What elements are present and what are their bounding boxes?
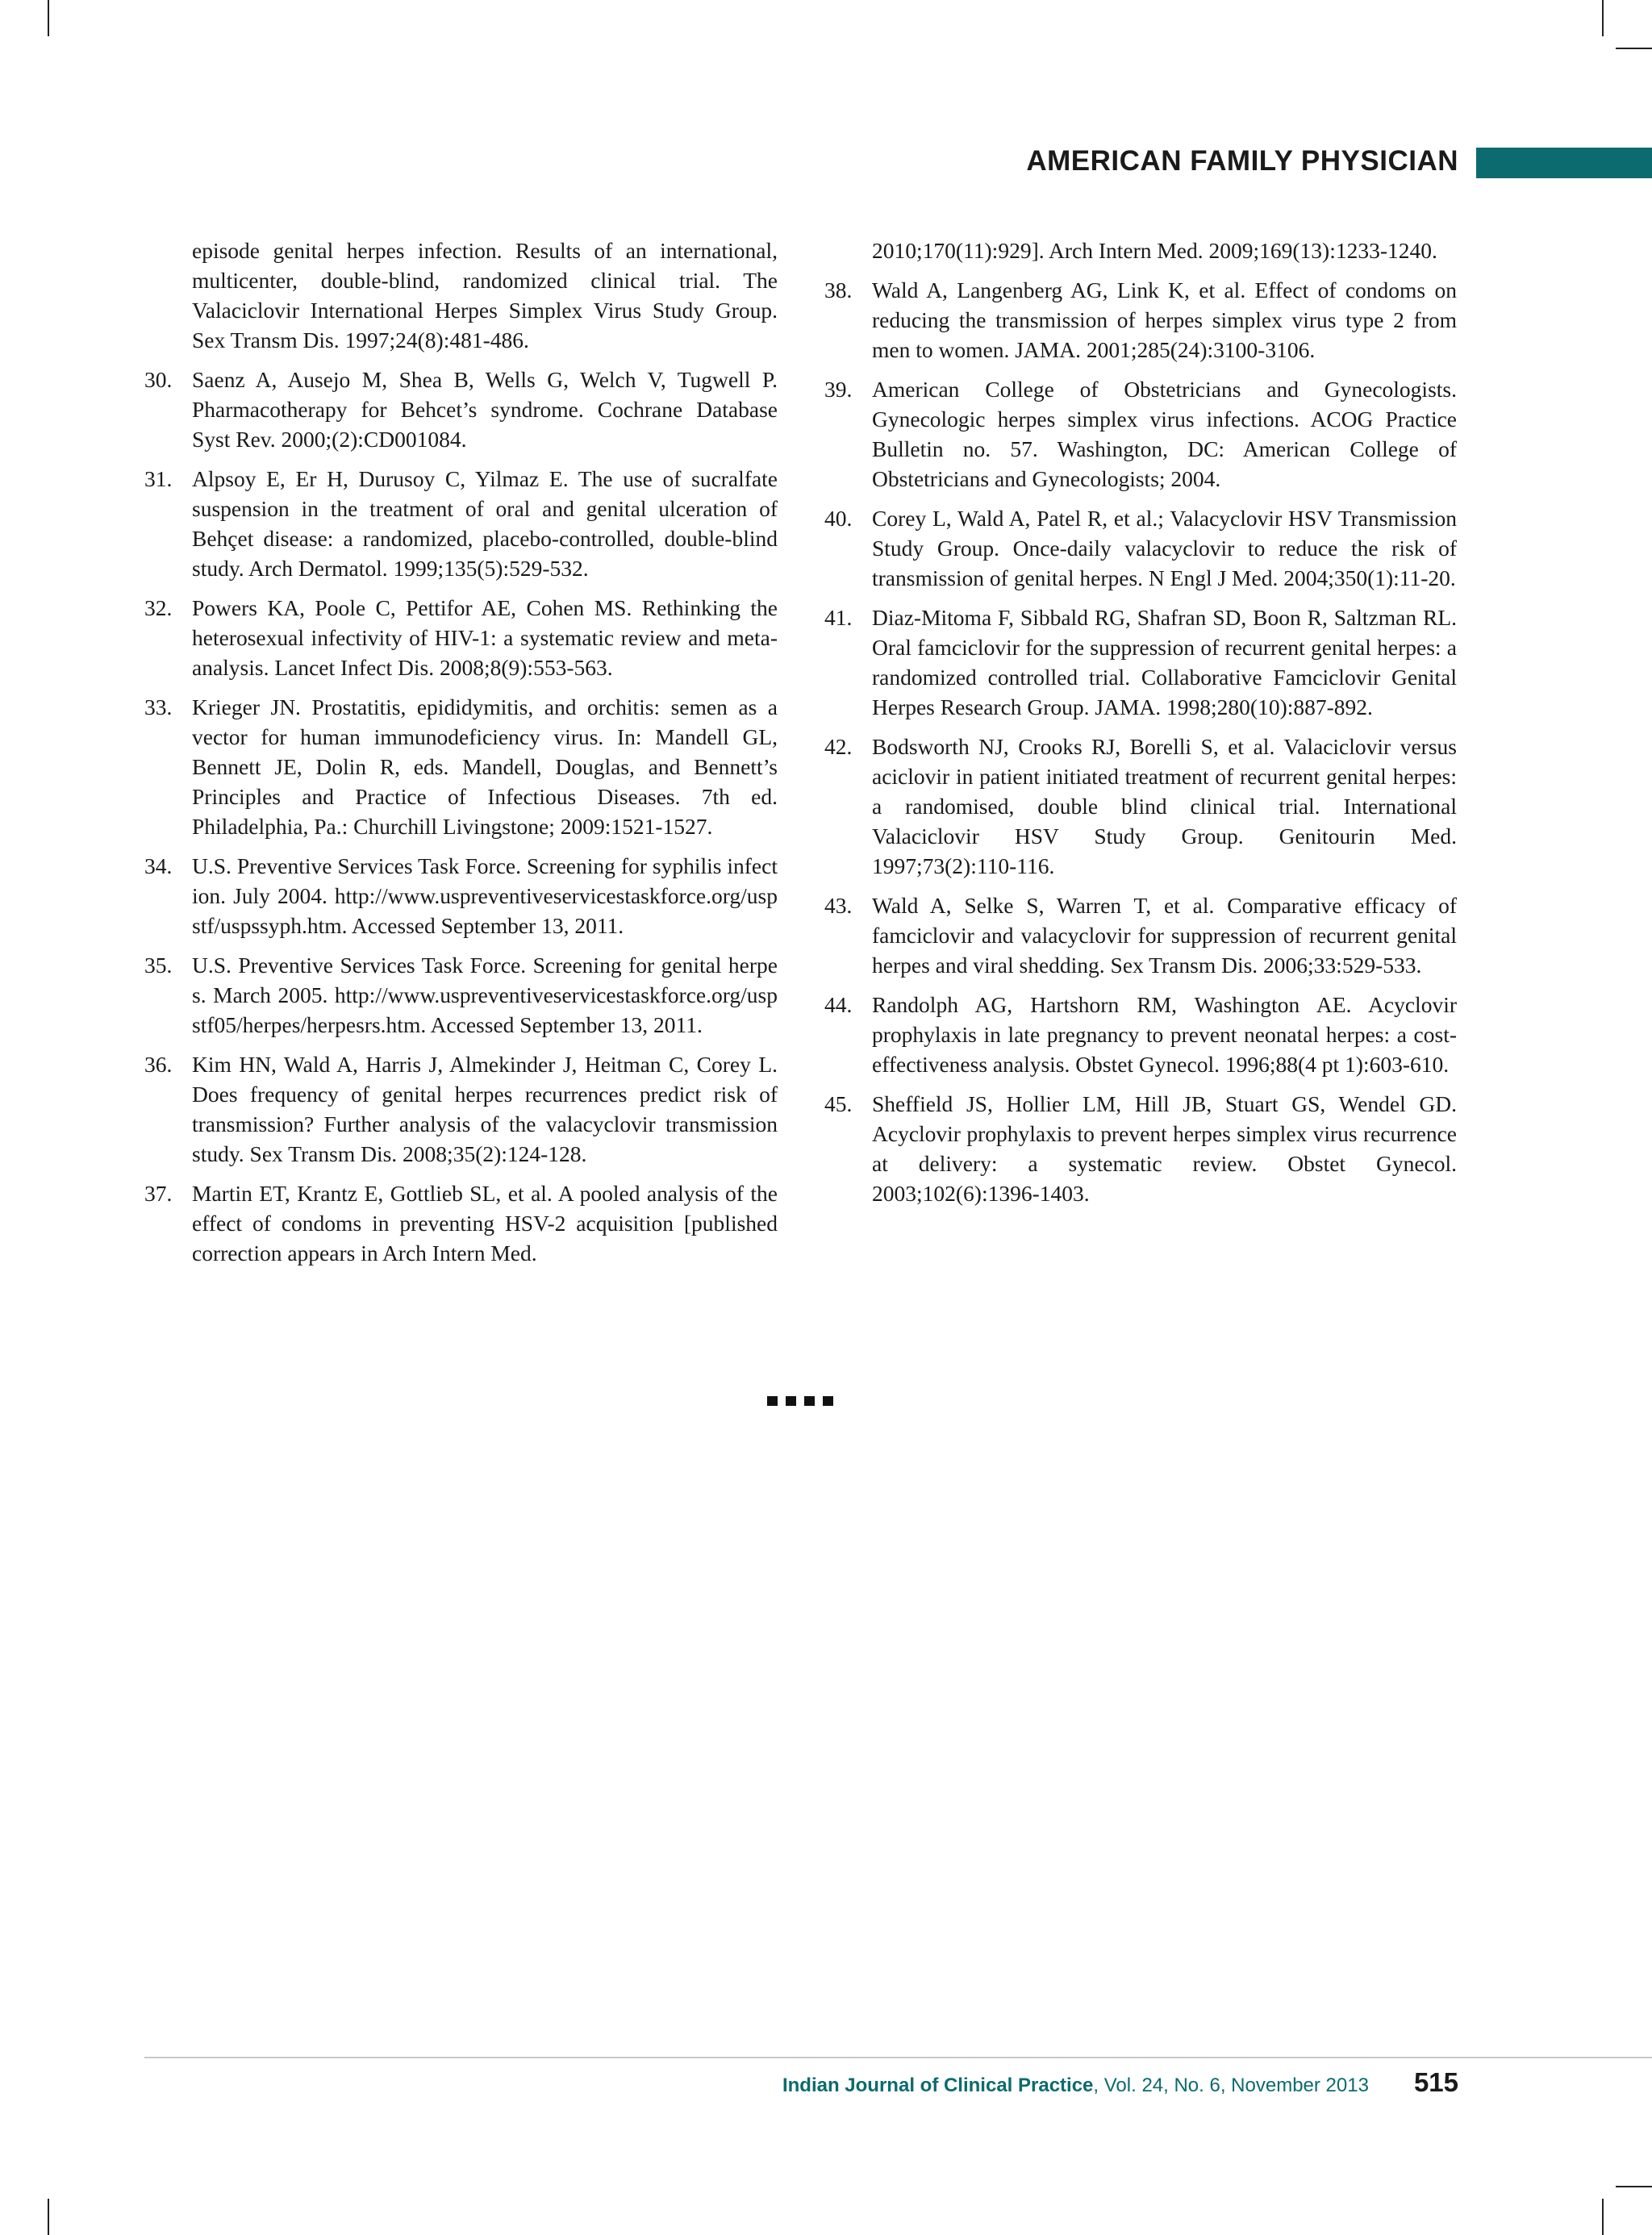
reference-text: Powers KA, Poole C, Pettifor AE, Cohen MS. Rethinking the heterosexual infectivity of HIV-1: a systematic review and meta-analysis. Lancet Infect Dis. 2008;8(9):553-563. xyxy=(192,595,778,680)
right-column xyxy=(824,236,1457,1218)
reference-text: Wald A, Selke S, Warren T, et al. Comparative efficacy of famciclovir and valacyclovir for suppression of recurrent genital herpes and viral shedding. Sex Transm Dis. 2006;33:529-533. xyxy=(872,893,1457,978)
reference-text: Krieger JN. Prostatitis, epididymitis, and orchitis: semen as a vector for human immunodeficiency virus. In: Mandell GL, Bennett JE, Dolin R, eds. Mandell, Douglas, and Bennett’s Principles and Practice of Infectious Diseases. 7th ed. Philadelphia, Pa.: Churchill Livingstone; 2009:1521-1527. xyxy=(192,694,778,839)
reference-number: 31. xyxy=(144,466,173,491)
footer-rule xyxy=(144,2057,1652,2058)
crop-mark-top-left xyxy=(48,0,49,36)
reference-number: 36. xyxy=(144,1052,173,1077)
reference-text: American College of Obstetricians and Gynecologists. Gynecologic herpes simplex virus infections. ACOG Practice Bulletin no. 57. Washington, DC: American College of Obstetricians and Gynecologists; 2004. xyxy=(872,377,1457,491)
reference-text: episode genital herpes infection. Results of an international, multicenter, double-blind, randomized clinical trial. The Valaciclovir International Herpes Simplex Virus Study Group. Sex Transm Dis. 1997;24(8):481-486. xyxy=(192,238,778,352)
reference-item xyxy=(824,990,1457,1079)
reference-item xyxy=(144,950,778,1040)
reference-text: Randolph AG, Hartshorn RM, Washington AE. Acyclovir prophylaxis in late pregnancy to prevent neonatal herpes: a cost-effectiveness analysis. Obstet Gynecol. 1996;88(4 pt 1):603-610. xyxy=(872,992,1457,1077)
reference-item xyxy=(144,1049,778,1169)
reference-number: 40. xyxy=(824,506,853,531)
reference-item xyxy=(824,275,1457,365)
crop-mark-bottom-left xyxy=(48,2199,49,2235)
reference-text: U.S. Preventive Services Task Force. Screening for genital herpes. March 2005. http://www.uspreventiveservicestaskforce.org/uspstf05/herpes/herpesrs.htm. Accessed September 13, 2011. xyxy=(192,953,778,1037)
end-mark-square xyxy=(823,1396,833,1406)
end-mark-square xyxy=(767,1396,778,1406)
reference-number: 37. xyxy=(144,1181,173,1206)
crop-mark-top-right-h xyxy=(1616,48,1652,49)
reference-text: Corey L, Wald A, Patel R, et al.; Valacyclovir HSV Transmission Study Group. Once-daily valacyclovir to reduce the risk of transmission of genital herpes. N Engl J Med. 2004;350(1):11-20. xyxy=(872,506,1457,590)
reference-number: 35. xyxy=(144,953,173,978)
reference-item xyxy=(144,851,778,940)
reference-number: 41. xyxy=(824,605,853,630)
crop-mark-top-right xyxy=(1602,0,1604,36)
reference-item xyxy=(144,692,778,841)
reference-number: 32. xyxy=(144,595,173,620)
reference-item xyxy=(824,732,1457,881)
end-mark-square xyxy=(804,1396,815,1406)
reference-item xyxy=(144,365,778,454)
reference-continuation xyxy=(824,236,1457,265)
reference-number: 34. xyxy=(144,853,173,878)
reference-text: U.S. Preventive Services Task Force. Screening for syphilis infection. July 2004. http://www.uspreventiveservicestaskforce.org/uspstf/uspssyph.htm. Accessed September 13, 2011. xyxy=(192,853,778,938)
crop-mark-bottom-right xyxy=(1602,2199,1604,2235)
footer-journal-name: Indian Journal of Clinical Practice xyxy=(782,2074,1094,2096)
reference-text: Wald A, Langenberg AG, Link K, et al. Effect of condoms on reducing the transmission of herpes simplex virus type 2 from men to women. JAMA. 2001;285(24):3100-3106. xyxy=(872,277,1457,362)
reference-number: 39. xyxy=(824,377,853,402)
reference-number: 42. xyxy=(824,734,853,759)
reference-item xyxy=(824,1089,1457,1208)
reference-item xyxy=(144,593,778,682)
page-footer xyxy=(782,2067,1458,2098)
reference-continuation xyxy=(144,236,778,355)
reference-number: 44. xyxy=(824,992,853,1017)
page-number: 515 xyxy=(1413,2067,1458,2097)
reference-number: 30. xyxy=(144,367,173,392)
reference-text: Sheffield JS, Hollier LM, Hill JB, Stuart GS, Wendel GD. Acyclovir prophylaxis to prevent herpes simplex virus recurrence at delivery: a systematic review. Obstet Gynecol. 2003;102(6):1396-1403. xyxy=(872,1091,1457,1206)
reference-number: 33. xyxy=(144,694,173,719)
reference-text: Kim HN, Wald A, Harris J, Almekinder J, Heitman C, Corey L. Does frequency of genital herpes recurrences predict risk of transmission? Further analysis of the valacyclovir transmission study. Sex Transm Dis. 2008;35(2):124-128. xyxy=(192,1052,778,1166)
end-of-article-marks xyxy=(767,1396,833,1406)
header-accent-bar xyxy=(1476,148,1652,178)
reference-item xyxy=(824,374,1457,494)
reference-text: Saenz A, Ausejo M, Shea B, Wells G, Welch V, Tugwell P. Pharmacotherapy for Behcet’s syndrome. Cochrane Database Syst Rev. 2000;(2):CD001084. xyxy=(192,367,778,452)
reference-item xyxy=(824,890,1457,980)
reference-item xyxy=(824,503,1457,593)
reference-item xyxy=(824,603,1457,722)
reference-number: 38. xyxy=(824,277,853,302)
reference-number: 45. xyxy=(824,1091,853,1116)
footer-issue-info: , Vol. 24, No. 6, November 2013 xyxy=(1093,2074,1369,2096)
reference-text: Diaz-Mitoma F, Sibbald RG, Shafran SD, Boon R, Saltzman RL. Oral famciclovir for the suppression of recurrent genital herpes: a randomized controlled trial. Collaborative Famciclovir Genital Herpes Research Group. JAMA. 1998;280(10):887-892. xyxy=(872,605,1457,719)
reference-text: 2010;170(11):929]. Arch Intern Med. 2009;169(13):1233-1240. xyxy=(872,238,1437,263)
reference-item xyxy=(144,464,778,583)
reference-text: Martin ET, Krantz E, Gottlieb SL, et al. A pooled analysis of the effect of condoms in preventing HSV-2 acquisition [published correction appears in Arch Intern Med. xyxy=(192,1181,778,1266)
end-mark-square xyxy=(786,1396,796,1406)
reference-number: 43. xyxy=(824,893,853,918)
left-column xyxy=(144,236,778,1278)
crop-mark-bottom-right-h xyxy=(1616,2186,1652,2187)
running-header-title: AMERICAN FAMILY PHYSICIAN xyxy=(1026,145,1458,177)
reference-text: Alpsoy E, Er H, Durusoy C, Yilmaz E. The use of sucralfate suspension in the treatment of oral and genital ulceration of Behçet disease: a randomized, placebo-controlled, double-blind study. Arch Dermatol. 1999;135(5):529-532. xyxy=(192,466,778,581)
reference-text: Bodsworth NJ, Crooks RJ, Borelli S, et al. Valaciclovir versus aciclovir in patient initiated treatment of recurrent genital herpes: a randomised, double blind clinical trial. International Valaciclovir HSV Study Group. Genitourin Med. 1997;73(2):110-116. xyxy=(872,734,1457,878)
reference-item xyxy=(144,1178,778,1268)
